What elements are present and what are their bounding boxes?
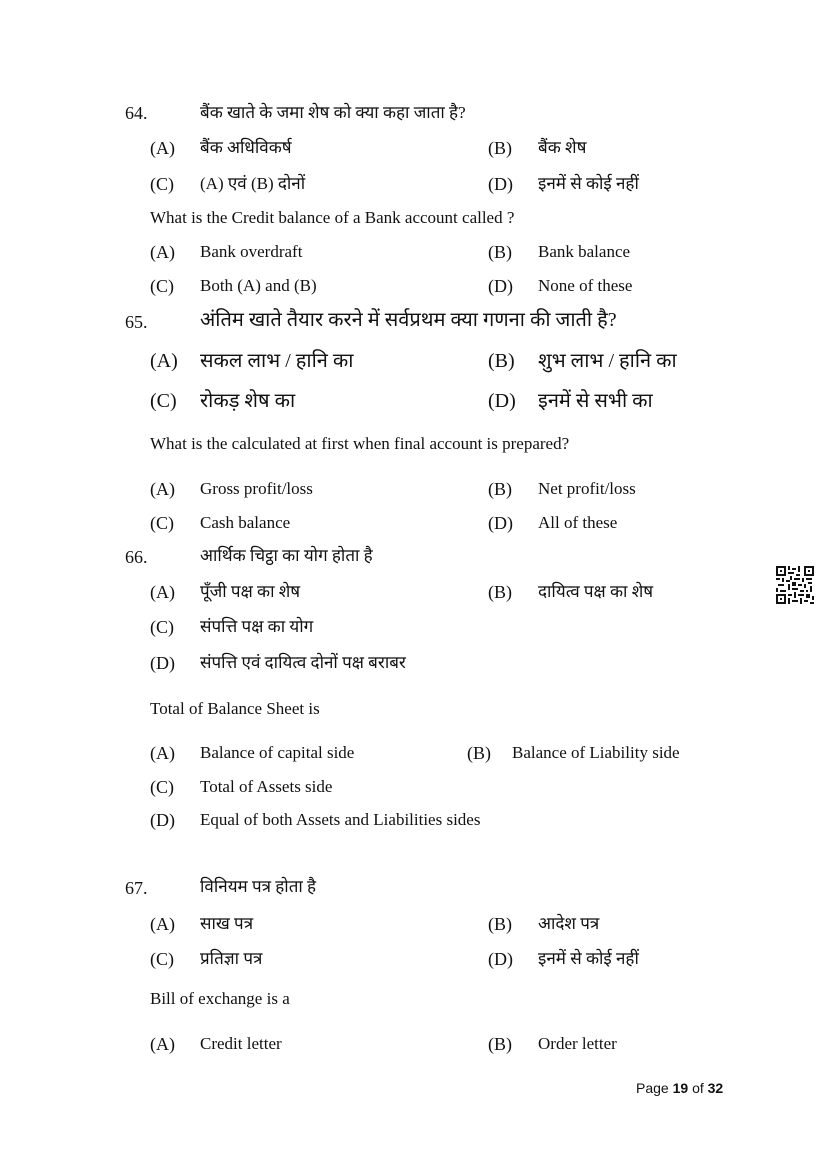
option-text-hindi: (A) एवं (B) दोनों <box>200 174 306 193</box>
question-text-hindi: बैंक खाते के जमा शेष को क्या कहा जाता है? <box>200 103 466 122</box>
of-word: of <box>692 1080 704 1096</box>
question-text-english: What is the Credit balance of a Bank account called ? <box>150 208 515 227</box>
page-total: 32 <box>707 1080 724 1096</box>
option-text-hindi: इनमें से कोई नहीं <box>538 949 639 968</box>
option-text-english: Bank balance <box>538 242 631 261</box>
option-label: (D) <box>150 810 175 830</box>
option-text-english: Order letter <box>538 1034 617 1053</box>
option-label: (B) <box>488 242 512 262</box>
question-text-hindi: अंतिम खाते तैयार करने में सर्वप्रथम क्या गणना की जाती है? <box>200 309 617 331</box>
question-number: 65. <box>125 312 148 332</box>
option-text-english: Both (A) and (B) <box>200 276 317 295</box>
option-label: (A) <box>150 1034 175 1054</box>
option-label: (B) <box>488 582 512 602</box>
option-label: (A) <box>150 582 175 602</box>
option-text-hindi: बैंक अधिविकर्ष <box>200 138 292 157</box>
option-label: (B) <box>488 138 512 158</box>
option-text-hindi: संपत्ति एवं दायित्व दोनों पक्ष बराबर <box>200 653 406 672</box>
option-text-hindi: दायित्व पक्ष का शेष <box>538 582 654 601</box>
option-label: (B) <box>488 914 512 934</box>
page-number <box>636 1080 723 1096</box>
option-label: (D) <box>488 174 513 194</box>
option-label: (C) <box>150 949 174 969</box>
question-text-hindi: आर्थिक चिट्ठा का योग होता है <box>200 546 373 565</box>
option-text-english: Balance of Liability side <box>512 743 680 762</box>
option-text-hindi: शुभ लाभ / हानि का <box>538 350 677 372</box>
option-label: (C) <box>150 390 177 412</box>
option-text-hindi: पूँजी पक्ष का शेष <box>200 582 301 601</box>
option-label: (A) <box>150 743 175 763</box>
option-text-english: None of these <box>538 276 633 295</box>
option-label: (B) <box>488 350 515 372</box>
option-text-english: Balance of capital side <box>200 743 355 762</box>
question-number: 64. <box>125 103 148 123</box>
option-text-hindi: इनमें से कोई नहीं <box>538 174 639 193</box>
option-label: (A) <box>150 138 175 158</box>
question-text-english: Bill of exchange is a <box>150 989 290 1008</box>
option-label: (A) <box>150 350 178 372</box>
question-text-english: Total of Balance Sheet is <box>150 699 320 718</box>
option-label: (C) <box>150 174 174 194</box>
option-text-english: Bank overdraft <box>200 242 303 261</box>
option-label: (D) <box>488 949 513 969</box>
option-label: (D) <box>488 276 513 296</box>
page-current: 19 <box>672 1080 689 1096</box>
question-text-english: What is the calculated at first when final account is prepared? <box>150 434 570 453</box>
option-text-english: Gross profit/loss <box>200 479 313 498</box>
option-label: (B) <box>467 743 491 763</box>
option-text-english: All of these <box>538 513 618 532</box>
question-text-hindi: विनियम पत्र होता है <box>200 877 317 896</box>
question-number: 67. <box>125 878 148 898</box>
option-label: (C) <box>150 513 174 533</box>
option-label: (A) <box>150 914 175 934</box>
option-label: (C) <box>150 276 174 296</box>
option-label: (A) <box>150 479 175 499</box>
option-label: (C) <box>150 777 174 797</box>
option-text-hindi: सकल लाभ / हानि का <box>200 350 354 372</box>
option-label: (B) <box>488 479 512 499</box>
option-text-english: Total of Assets side <box>200 777 333 796</box>
option-text-hindi: साख पत्र <box>200 914 254 933</box>
option-text-hindi: बैंक शेष <box>538 138 587 157</box>
option-text-english: Cash balance <box>200 513 291 532</box>
option-text-hindi: संपत्ति पक्ष का योग <box>200 617 314 636</box>
option-text-hindi: रोकड़ शेष का <box>200 390 296 412</box>
option-text-english: Equal of both Assets and Liabilities sides <box>200 810 481 829</box>
option-text-english: Credit letter <box>200 1034 282 1053</box>
question-number: 66. <box>125 547 148 567</box>
option-label: (A) <box>150 242 175 262</box>
option-text-hindi: प्रतिज्ञा पत्र <box>200 949 263 968</box>
option-text-hindi: इनमें से सभी का <box>538 390 653 412</box>
option-label: (C) <box>150 617 174 637</box>
option-text-hindi: आदेश पत्र <box>538 914 600 933</box>
option-label: (D) <box>488 390 516 412</box>
page-word: Page <box>636 1080 669 1096</box>
option-label: (D) <box>488 513 513 533</box>
option-text-english: Net profit/loss <box>538 479 636 498</box>
option-label: (D) <box>150 653 175 673</box>
option-label: (B) <box>488 1034 512 1054</box>
qr-code-icon <box>776 566 814 604</box>
